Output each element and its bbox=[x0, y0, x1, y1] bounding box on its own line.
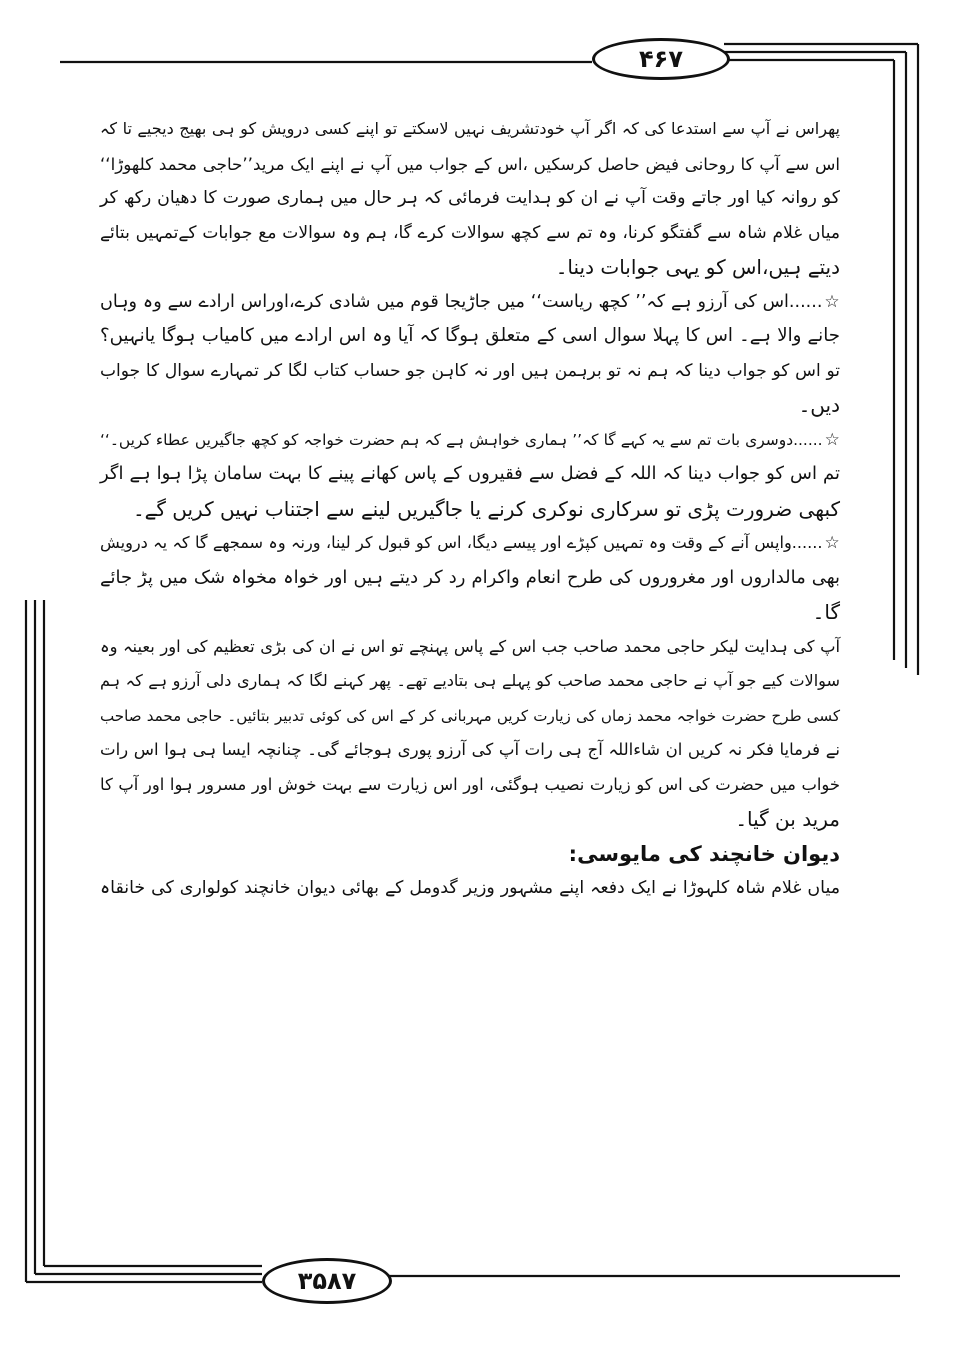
star-bullet-icon: ☆ bbox=[824, 429, 840, 450]
text-line: مرید بن گیا۔ bbox=[735, 807, 840, 831]
text-line: آپ کی ہدایت لیکر حاجی محمد صاحب جب اس کے پاس پہنچے تو اس نے ان کی بڑی تعظیم کی اور بعینہ وہ bbox=[100, 636, 840, 656]
bullet-line bbox=[100, 423, 840, 458]
text-line: میاں غلام شاہ سے گفتگو کرنا، وہ تم سے کچھ سوالات کرے گا، ہم وہ سوالات مع جوابات کےتمہیں بتائے bbox=[100, 222, 840, 243]
text-line: ......اس کی آرزو ہے کہ’’ کچھ ریاست‘‘ میں جاڑیجا قوم میں شادی کرے،اوراس ارادے سے وہ وہاں bbox=[100, 291, 823, 312]
text-line: پھراس نے آپ سے استدعا کی کہ اگر آپ خودتشریف نہیں لاسکتے تو اپنے کسی درویش کو ہی بھیج دیجیے تا کہ bbox=[100, 119, 840, 138]
page-number-bottom: ۳۵۸۷ bbox=[262, 1258, 392, 1304]
bullet-line bbox=[100, 526, 840, 561]
text-line: میاں غلام شاہ کلہوڑا نے ایک دفعہ اپنے مشہور وزیر گدومل کے بھائی دیوان خانچند کولواری کی خانقاہ bbox=[100, 878, 840, 898]
text-line: ......دوسری بات تم سے یہ کہے گا کہ’’ ہماری خواہش ہے کہ ہم حضرت خواجہ کو کچھ جاگیریں عطاء کریں۔‘‘ bbox=[100, 430, 823, 449]
page-number-top: ۴۶۷ bbox=[592, 38, 730, 80]
star-bullet-icon: ☆ bbox=[824, 291, 840, 312]
section-heading: دیوان خانچند کی مایوسی: bbox=[568, 841, 840, 866]
text-line: تم اس کو جواب دینا کہ اللہ کے فضل سے فقیروں کے پاس کھانے پینے کا بہت سامان پڑا ہوا ہے اگر bbox=[100, 463, 840, 484]
text-line: بھی مالداروں اور مغروروں کی طرح انعام واکرام رد کر دیتے ہیں اور خواہ مخواہ شک میں پڑ جائے bbox=[100, 566, 840, 588]
text-line: کو روانہ کیا اور جاتے وقت آپ نے ان کو ہدایت فرمائی کہ ہر حال میں ہماری صورت کا دھیان رکھ کر bbox=[100, 188, 840, 208]
text-line: کسی طرح حضرت خواجہ محمد زماں کی زیارت کریں مہربانی کر کے اس کی کوئی تدبیر بتائیں۔ حاجی محمد صاحب bbox=[100, 706, 840, 725]
text-line: تو اس کو جواب دینا کہ ہم نہ تو برہمن ہیں اور نہ کاہن جو حساب کتاب لگا کر تمہارے سوال کا جواب bbox=[100, 360, 840, 381]
body-text bbox=[100, 112, 840, 906]
text-line: اس سے آپ کا روحانی فیض حاصل کرسکیں ،اس کے جواب میں آپ نے اپنے ایک مرید’’حاجی محمد کلھوڑا‘‘ bbox=[100, 153, 840, 174]
text-line: جانے والا ہے۔ اس کا پہلا سوال اسی کے متعلق ہوگا کہ آیا وہ اس ارادے میں کامیاب ہوگا یانہیں؟ bbox=[100, 325, 840, 346]
text-line: نے فرمایا فکر نہ کریں ان شاءاللہ آج ہی رات آپ کی آرزو پوری ہوجائے گی۔ چنانچہ ایسا ہی ہوا اس رات bbox=[100, 740, 840, 759]
text-line: دیتے ہیں،اس کو یہی جوابات دینا۔ bbox=[555, 255, 840, 279]
text-line: دیں۔ bbox=[798, 393, 840, 417]
bullet-line bbox=[100, 285, 840, 320]
star-bullet-icon: ☆ bbox=[824, 533, 840, 553]
text-line: گا۔ bbox=[812, 600, 840, 624]
text-line: خواب میں حضرت کی اس کو زیارت نصیب ہوگئی، اور اس زیارت سے بہت خوش اور مسرور ہوا اور آپ کا bbox=[100, 774, 840, 794]
text-line: ......واپس آنے کے وقت وہ تمہیں کپڑے اور پیسے دیگا، اس کو قبول کر لینا، ورنہ وہ سمجھے گا کہ یہ درویش bbox=[100, 533, 823, 552]
text-line: سوالات کیے جو آپ نے حاجی محمد صاحب کو پہلے ہی بتادیے تھے۔ پھر کہنے لگا کہ ہماری دلی آرزو ہے کہ ہم bbox=[100, 671, 840, 690]
text-line: کبھی ضرورت پڑی تو سرکاری نوکری کرنے یا جاگیریں لینے سے اجتناب نہیں کریں گے۔ bbox=[132, 496, 840, 521]
